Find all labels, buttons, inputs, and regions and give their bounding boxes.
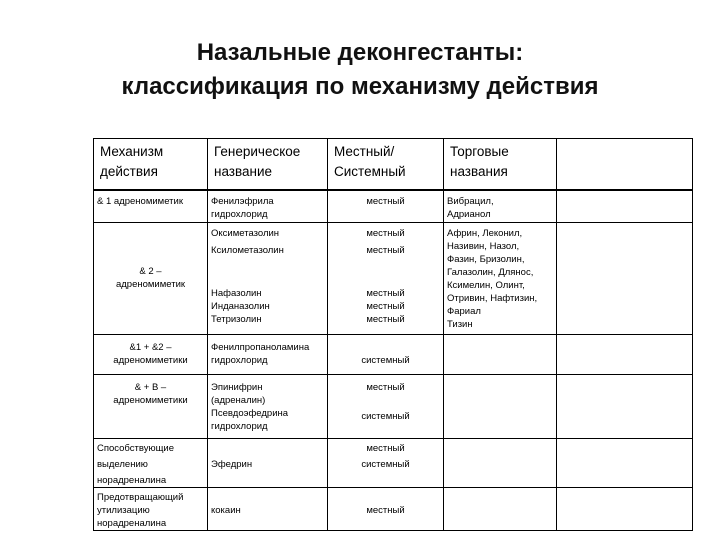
extra-cell bbox=[557, 374, 693, 438]
header-mechanism: Механизм действия bbox=[94, 139, 208, 191]
table-row bbox=[94, 374, 693, 438]
mechanism-cell: Способствующие выделению норадреналина bbox=[94, 438, 208, 487]
mechanism-cell: Предотвращающий утилизацию норадреналина bbox=[94, 487, 208, 530]
local-cell: системный bbox=[328, 334, 444, 374]
table-row bbox=[94, 190, 693, 222]
local-cell: местный bbox=[328, 190, 444, 222]
trade-cell: Вибрацил, Адрианол bbox=[444, 190, 557, 222]
table-row bbox=[94, 222, 693, 334]
generic-cell: Фенилэфрила гидрохлорид bbox=[208, 190, 328, 222]
trade-cell bbox=[444, 334, 557, 374]
slide-title bbox=[0, 36, 720, 104]
trade-cell bbox=[444, 374, 557, 438]
generic-cell: Эпинифрин (адреналин) Псевдоэфедрина гидрохлорид bbox=[208, 374, 328, 438]
local-cell: местный местный местный местный местный bbox=[328, 222, 444, 334]
generic-cell: Эфедрин bbox=[208, 438, 328, 487]
slide-title-line1: Назальные деконгестанты: bbox=[196, 39, 524, 66]
local-cell: местный системный bbox=[328, 438, 444, 487]
extra-cell bbox=[557, 438, 693, 487]
classification-table bbox=[93, 138, 693, 531]
trade-cell: Африн, Леконил, Називин, Назол, Фазин, Бризолин, Галазолин, Длянос, Ксимелин, Олинт, Отривин, Нафтизин, Фариал Тизин bbox=[444, 222, 557, 334]
table-row bbox=[94, 438, 693, 487]
extra-cell bbox=[557, 222, 693, 334]
mechanism-cell: & + B – адреномиметики bbox=[94, 374, 208, 438]
mechanism-cell: &1 + &2 – адреномиметики bbox=[94, 334, 208, 374]
local-cell: местный bbox=[328, 487, 444, 530]
header-local-systemic: Местный/ Системный bbox=[328, 139, 444, 191]
generic-cell: кокаин bbox=[208, 487, 328, 530]
table-row bbox=[94, 487, 693, 530]
header-generic-name: Генерическое название bbox=[208, 139, 328, 191]
extra-cell bbox=[557, 190, 693, 222]
header-empty bbox=[557, 139, 693, 191]
generic-cell: Оксиметазолин Ксилометазолин Нафазолин Инданазолин Тетризолин bbox=[208, 222, 328, 334]
extra-cell bbox=[557, 487, 693, 530]
table-header-row bbox=[94, 139, 693, 191]
table-row bbox=[94, 334, 693, 374]
mechanism-cell: & 2 – адреномиметик bbox=[94, 222, 208, 334]
extra-cell bbox=[557, 334, 693, 374]
header-trade-names: Торговые названия bbox=[444, 139, 557, 191]
slide-title-line2: классификация по механизму действия bbox=[121, 73, 599, 100]
trade-cell bbox=[444, 487, 557, 530]
mechanism-cell: & 1 адреномиметик bbox=[94, 190, 208, 222]
local-cell: местный системный bbox=[328, 374, 444, 438]
trade-cell bbox=[444, 438, 557, 487]
generic-cell: Фенилпропаноламина гидрохлорид bbox=[208, 334, 328, 374]
